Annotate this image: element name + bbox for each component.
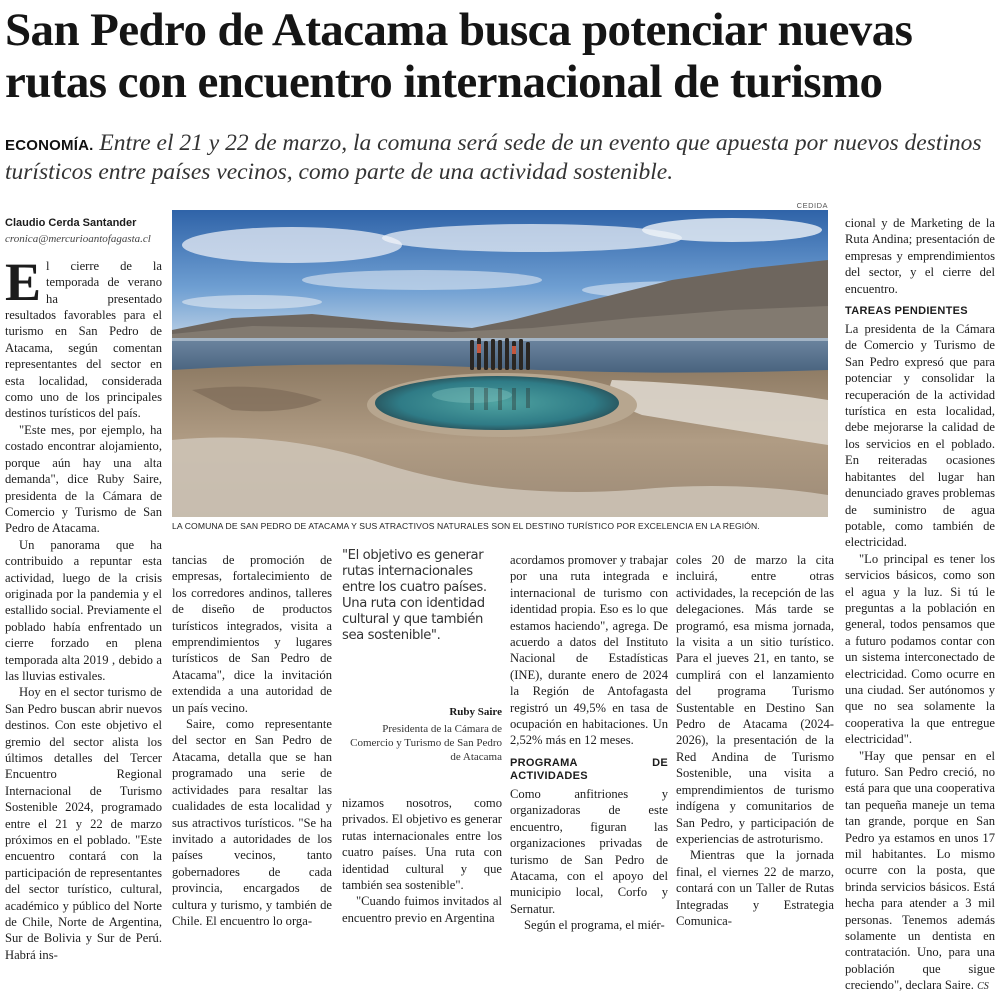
article-paragraph: acordamos promover y trabajar por una ruta integrada e internacional de turismo con identidad propia. Eso es lo que estamos haciendo", agrega. De acuerdo a datos del Instituto Nacional de Estadísticas (INE), durante enero de 2024 la Región de Antofagasta registró un 49,5% en tasa de ocupación en habitaciones. Un 2,52% más en 12 meses. xyxy=(510,553,668,748)
pull-quote: "El objetivo es generar rutas internacionales entre los cuatro países. Una ruta con identidad cultural y que también sea sostenible". xyxy=(342,548,487,643)
article-paragraph: Como anfitriones y organizadoras de este encuentro, figuran las organizaciones privadas de turismo de San Pedro de Atacama, con el apoyo del municipio local, Corfo y Sernatur. xyxy=(510,786,668,916)
article-column-3 xyxy=(342,795,502,926)
article-paragraph: Mientras que la jornada final, el viernes 22 de marzo, contará con un Taller de Rutas Integradas y Estrategia Comunica- xyxy=(676,848,834,928)
subhead-tareas: TAREAS PENDIENTES xyxy=(845,305,968,318)
quote-attribution-name: Ruby Saire xyxy=(449,706,502,718)
article-paragraph: Según el programa, el miér- xyxy=(524,918,665,933)
article-paragraph: "Cuando fuimos invitados al encuentro previo en Argentina xyxy=(342,894,502,925)
article-paragraph: "Este mes, por ejemplo, ha costado encontrar alojamiento, porque aún hay una alta demanda", dice Ruby Saire, presidenta de la Cámara de Comercio y Turismo de San Pedro de Atacama. xyxy=(5,422,162,536)
article-paragraph: "Hay que pensar en el futuro. San Pedro creció, no está para que una cooperativa tan pequeña maneje un tema tan grande, porque en San Pedro ya estamos en unos 17 mil habitantes. Lo mismo ocurre con la posta, que brinda servicios básicos. Está hecha para atender a 3 mil personas. Tenemos además solamente un dentista en contratación. Uno, para una población que sigue creciendo", declara Saire. CS xyxy=(845,748,995,993)
article-paragraph: coles 20 de marzo la cita incluirá, entre otras actividades, la recepción de las delegaciones. Más tarde se programó, esa misma jornada, la visita a un sitio turístico. Para el jueves 21, en tanto, se cumplirá con el lanzamiento del programa Turismo Sustentable en Destino San Pedro de Atacama (2024-2026), la presentación de la Red Andina de Turismo Sostenible, una visita a emprendimientos de turismo indígena y comunitarios de San Pedro, y participación de experiencias de astroturismo. xyxy=(676,553,834,846)
article-paragraph: El cierre de la temporada de verano ha presentado resultados favorables para el turismo en San Pedro de Atacama, según comentan representantes del sector en esta localidad, considerada como uno de los principales destinos turísticos del país. xyxy=(5,251,162,421)
article-paragraph: Un panorama que ha contribuido a repuntar esta actividad, luego de la crisis originada por la pandemia y el estallido social. Previamente el poblado había enfrentado un cierre forzado en plena temporada alta 2019 , debido a las lluvias estivales. xyxy=(5,537,162,683)
article-paragraph: La presidenta de la Cámara de Comercio y Turismo de San Pedro expresó que para potenciar y consolidar la recuperación de la actividad turística en esta localidad, debe mejorarse la calidad de los servicios en el poblado. En reiteradas ocasiones habitantes del lugar han denunciado graves problemas de suministro de agua potable, como también de electricidad. xyxy=(845,322,995,550)
article-paragraph: Hoy en el sector turismo de San Pedro buscan abrir nuevos destinos. Con este objetivo el gremio del sector alista los últimos detalles del Tercer Encuentro Regional Internacional de Turismo Sostenible 2024, programado entre el 21 y 22 de marzo próximos en el poblado. "Este encuentro contará con la participación de representantes del sector turístico, cultural, académico y público del Norte de Chile, Norte de Argentina, Sur de Bolivia y Sur de Perú. Habrá ins- xyxy=(5,685,162,962)
section-kicker: ECONOMÍA. xyxy=(5,137,94,154)
lagoon-photo xyxy=(172,210,828,517)
landscape-illustration xyxy=(172,210,828,517)
article-paragraph: "Lo principal es tener los servicios básicos, como son el agua y la luz. Si tú le preguntas a la población en general, todos pensamos que a futuro podamos contar con un sistema interconectado de electricidad. Como ocurre en una ciudad. Ser autónomos y que no sea solamente la cooperativa la que entregue electricidad". xyxy=(845,551,995,747)
article-paragraph: nizamos nosotros, como privados. El objetivo es generar rutas internacionales entre los cuatro países. Una ruta con identidad cultural y que también sea sostenible". xyxy=(342,796,502,893)
deck xyxy=(5,130,995,186)
article-paragraph: Saire, como representante del sector en San Pedro de Atacama, detalla que se han programado una serie de actividades para resaltar las cualidades de esta localidad y sus atractivos turísticos. "Se ha invitado a autoridades de los países vecinos, tanto gobernadores de cada provincia, encargados de cultura y turismo, y también de Chile. El encuentro lo orga- xyxy=(172,717,332,928)
article-column-2 xyxy=(172,552,332,929)
deck-text: Entre el 21 y 22 de marzo, la comuna será sede de un evento que apuesta por nuevos destinos turísticos entre países vecinos, como parte de una actividad sostenible. xyxy=(5,130,982,185)
headline: San Pedro de Atacama busca potenciar nuevas rutas con encuentro internacional de turismo xyxy=(5,4,913,108)
author-signature: CS xyxy=(977,981,989,993)
byline-name: Claudio Cerda Santander xyxy=(5,217,137,229)
quote-attribution-role: Presidenta de la Cámara de Comercio y Turismo de San Pedro de Atacama xyxy=(350,723,502,763)
drop-cap: E xyxy=(5,251,42,312)
photo-credit: CEDIDA xyxy=(796,201,828,210)
article-column-4 xyxy=(510,552,668,934)
byline-email[interactable]: cronica@mercurioantofagasta.cl xyxy=(5,233,151,246)
article-paragraph: cional y de Marketing de la Ruta Andina; presentación de empresas y emprendimientos del sector, y el cierre del encuentro. xyxy=(845,216,995,296)
article-column-1 xyxy=(5,215,162,963)
subhead-programa: PROGRAMA DE ACTIVIDADES xyxy=(510,756,668,782)
article-column-6 xyxy=(845,215,995,996)
photo-caption: LA COMUNA DE SAN PEDRO DE ATACAMA Y SUS ATRACTIVOS NATURALES SON EL DESTINO TURÍSTICO POR EXCELENCIA EN LA REGIÓN. xyxy=(172,521,760,531)
article-column-5 xyxy=(676,552,834,929)
article-paragraph: tancias de promoción de empresas, fortalecimiento de los corredores andinos, talleres de diseño de productos turísticos integrados, visita a emprendimientos y lugares turísticos de San Pedro de Atacama", dice la invitación extendida a una autoridad de un país vecino. xyxy=(172,553,332,715)
